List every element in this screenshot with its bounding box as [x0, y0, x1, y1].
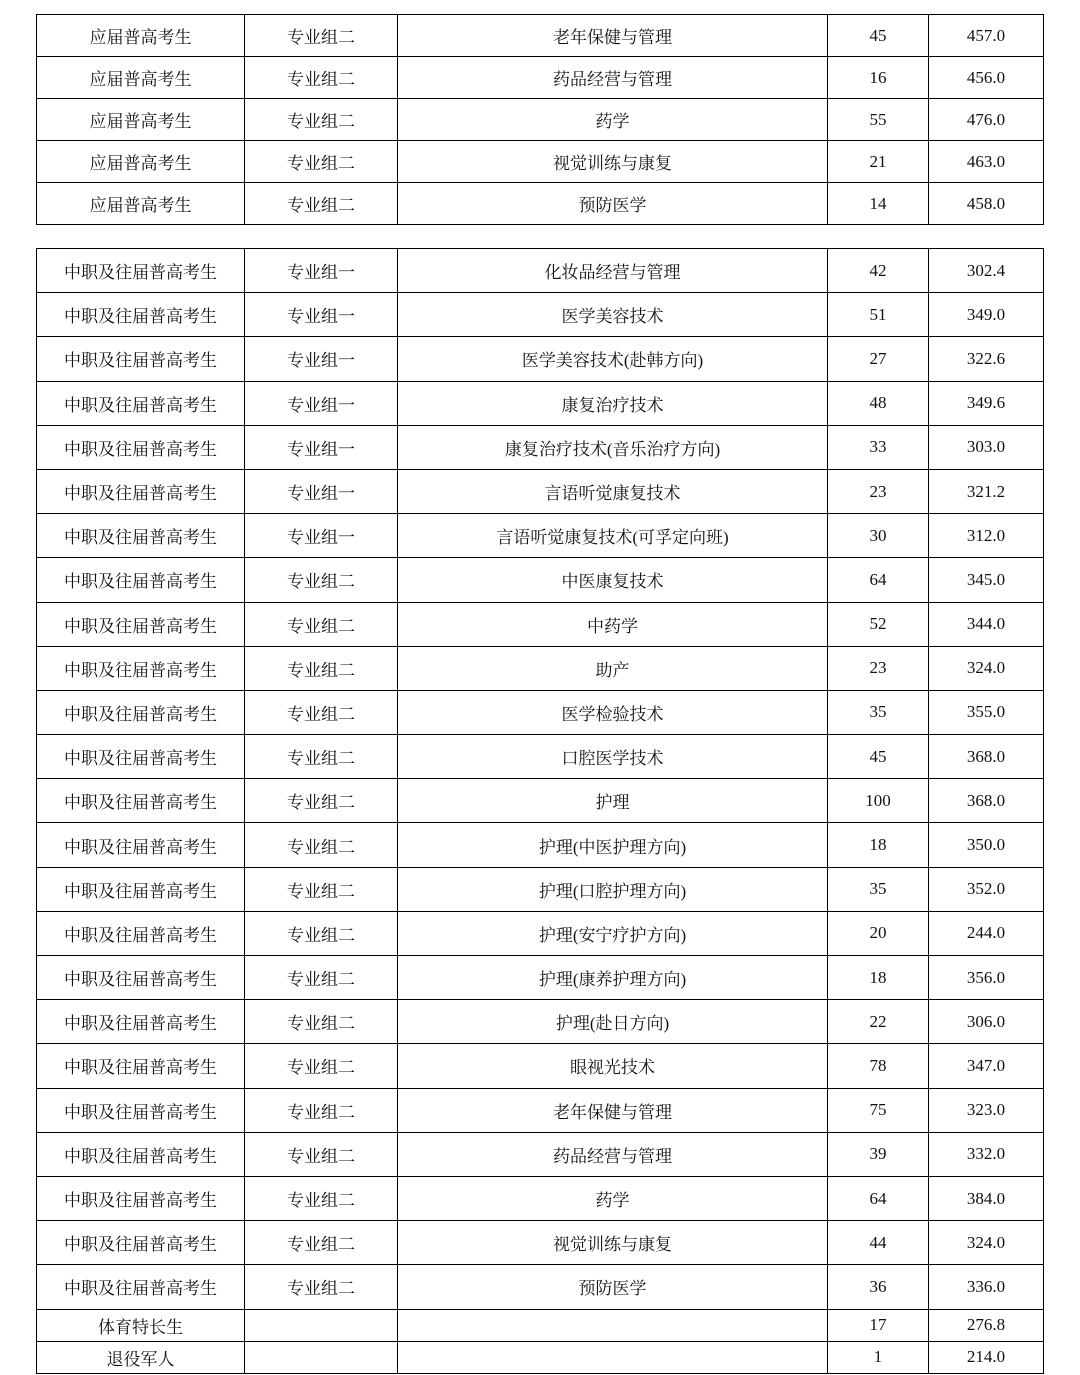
cell-count: 39	[828, 1132, 929, 1176]
cell-major: 视觉训练与康复	[398, 141, 828, 183]
cell-count: 30	[828, 514, 929, 558]
cell-score: 322.6	[929, 337, 1044, 381]
cell-major: 护理(康养护理方向)	[398, 956, 828, 1000]
cell-score: 323.0	[929, 1088, 1044, 1132]
cell-count: 36	[828, 1265, 929, 1309]
cell-group: 专业组二	[245, 911, 398, 955]
cell-major: 口腔医学技术	[398, 735, 828, 779]
cell-count: 27	[828, 337, 929, 381]
cell-count: 51	[828, 293, 929, 337]
cell-group: 专业组二	[245, 1132, 398, 1176]
document-page	[0, 14, 1080, 1375]
cell-major: 康复治疗技术	[398, 381, 828, 425]
cell-score: 384.0	[929, 1176, 1044, 1220]
cell-score: 312.0	[929, 514, 1044, 558]
cell-category: 应届普高考生	[37, 183, 245, 225]
table-row	[37, 1088, 1044, 1132]
cell-count: 45	[828, 735, 929, 779]
cell-count: 45	[828, 15, 929, 57]
cell-group: 专业组二	[245, 1000, 398, 1044]
cell-major	[398, 1309, 828, 1341]
cell-group: 专业组二	[245, 141, 398, 183]
cell-group: 专业组二	[245, 183, 398, 225]
cell-count: 35	[828, 690, 929, 734]
cell-group: 专业组二	[245, 867, 398, 911]
cell-score: 350.0	[929, 823, 1044, 867]
cell-count: 21	[828, 141, 929, 183]
cell-count: 18	[828, 956, 929, 1000]
cell-category: 应届普高考生	[37, 141, 245, 183]
table-row	[37, 1265, 1044, 1309]
cell-major: 中药学	[398, 602, 828, 646]
cell-group: 专业组二	[245, 1088, 398, 1132]
cell-count: 35	[828, 867, 929, 911]
cell-count: 1	[828, 1341, 929, 1373]
cell-category: 应届普高考生	[37, 57, 245, 99]
cell-category: 中职及往届普高考生	[37, 779, 245, 823]
cell-category: 中职及往届普高考生	[37, 1265, 245, 1309]
table-row	[37, 249, 1044, 293]
cell-category: 中职及往届普高考生	[37, 469, 245, 513]
cell-major: 言语听觉康复技术	[398, 469, 828, 513]
cell-score: 276.8	[929, 1309, 1044, 1341]
table-row	[37, 779, 1044, 823]
cell-score: 244.0	[929, 911, 1044, 955]
table-row	[37, 337, 1044, 381]
cell-group: 专业组二	[245, 1176, 398, 1220]
cell-major: 眼视光技术	[398, 1044, 828, 1088]
cell-score: 352.0	[929, 867, 1044, 911]
table-row	[37, 469, 1044, 513]
cell-major: 医学美容技术	[398, 293, 828, 337]
cell-major: 药学	[398, 1176, 828, 1220]
cell-major: 护理(安宁疗护方向)	[398, 911, 828, 955]
cell-score: 355.0	[929, 690, 1044, 734]
cell-major: 预防医学	[398, 183, 828, 225]
cell-category: 中职及往届普高考生	[37, 1000, 245, 1044]
cell-count: 52	[828, 602, 929, 646]
cell-group: 专业组一	[245, 249, 398, 293]
cell-category: 中职及往届普高考生	[37, 514, 245, 558]
cell-major: 医学美容技术(赴韩方向)	[398, 337, 828, 381]
cell-major: 护理(赴日方向)	[398, 1000, 828, 1044]
cell-group: 专业组二	[245, 1221, 398, 1265]
cell-category: 中职及往届普高考生	[37, 381, 245, 425]
cell-category: 中职及往届普高考生	[37, 293, 245, 337]
table-row	[37, 1221, 1044, 1265]
cell-count: 64	[828, 558, 929, 602]
table-row	[37, 1044, 1044, 1088]
cell-count: 55	[828, 99, 929, 141]
cell-count: 23	[828, 646, 929, 690]
table-row	[37, 381, 1044, 425]
cell-category: 体育特长生	[37, 1309, 245, 1341]
cell-category: 中职及往届普高考生	[37, 558, 245, 602]
cell-group: 专业组二	[245, 956, 398, 1000]
cell-count: 64	[828, 1176, 929, 1220]
cell-score: 332.0	[929, 1132, 1044, 1176]
cell-group: 专业组一	[245, 337, 398, 381]
cell-count: 78	[828, 1044, 929, 1088]
cell-score: 324.0	[929, 1221, 1044, 1265]
table-row	[37, 867, 1044, 911]
table-upper-body	[37, 15, 1044, 225]
cell-group: 专业组二	[245, 1265, 398, 1309]
cell-score: 368.0	[929, 779, 1044, 823]
cell-major: 视觉训练与康复	[398, 1221, 828, 1265]
cell-category: 中职及往届普高考生	[37, 1221, 245, 1265]
cell-category: 中职及往届普高考生	[37, 337, 245, 381]
cell-major: 药品经营与管理	[398, 57, 828, 99]
table-row	[37, 57, 1044, 99]
cell-category: 中职及往届普高考生	[37, 249, 245, 293]
table-row	[37, 911, 1044, 955]
cell-score: 368.0	[929, 735, 1044, 779]
cell-major: 药学	[398, 99, 828, 141]
cell-major	[398, 1341, 828, 1373]
cell-score: 214.0	[929, 1341, 1044, 1373]
cell-group: 专业组一	[245, 469, 398, 513]
cell-score: 321.2	[929, 469, 1044, 513]
cell-category: 中职及往届普高考生	[37, 956, 245, 1000]
cell-group	[245, 1309, 398, 1341]
table-row	[37, 141, 1044, 183]
cell-major: 护理	[398, 779, 828, 823]
table-row	[37, 646, 1044, 690]
cell-group: 专业组二	[245, 823, 398, 867]
cell-score: 302.4	[929, 249, 1044, 293]
score-table-lower	[36, 248, 1044, 1374]
cell-group: 专业组二	[245, 57, 398, 99]
cell-category: 中职及往届普高考生	[37, 1044, 245, 1088]
cell-count: 42	[828, 249, 929, 293]
cell-count: 48	[828, 381, 929, 425]
table-lower-body	[37, 249, 1044, 1374]
table-row	[37, 183, 1044, 225]
cell-group: 专业组二	[245, 646, 398, 690]
cell-score: 347.0	[929, 1044, 1044, 1088]
table-row	[37, 956, 1044, 1000]
cell-group: 专业组一	[245, 514, 398, 558]
cell-category: 应届普高考生	[37, 99, 245, 141]
table-row	[37, 558, 1044, 602]
cell-major: 预防医学	[398, 1265, 828, 1309]
cell-category: 中职及往届普高考生	[37, 646, 245, 690]
cell-major: 护理(中医护理方向)	[398, 823, 828, 867]
table-row	[37, 823, 1044, 867]
cell-major: 康复治疗技术(音乐治疗方向)	[398, 425, 828, 469]
cell-major: 护理(口腔护理方向)	[398, 867, 828, 911]
cell-group: 专业组二	[245, 15, 398, 57]
cell-category: 中职及往届普高考生	[37, 735, 245, 779]
cell-group: 专业组二	[245, 558, 398, 602]
cell-category: 中职及往届普高考生	[37, 867, 245, 911]
cell-count: 23	[828, 469, 929, 513]
cell-count: 16	[828, 57, 929, 99]
table-row	[37, 1309, 1044, 1341]
cell-category: 应届普高考生	[37, 15, 245, 57]
table-row	[37, 1132, 1044, 1176]
cell-category: 中职及往届普高考生	[37, 1132, 245, 1176]
cell-score: 476.0	[929, 99, 1044, 141]
cell-group: 专业组二	[245, 735, 398, 779]
cell-group: 专业组二	[245, 99, 398, 141]
table-separator	[0, 225, 1080, 248]
cell-category: 退役军人	[37, 1341, 245, 1373]
cell-count: 75	[828, 1088, 929, 1132]
table-row	[37, 735, 1044, 779]
cell-score: 344.0	[929, 602, 1044, 646]
cell-major: 老年保健与管理	[398, 1088, 828, 1132]
cell-group: 专业组二	[245, 690, 398, 734]
cell-score: 349.0	[929, 293, 1044, 337]
cell-group: 专业组二	[245, 1044, 398, 1088]
cell-score: 349.6	[929, 381, 1044, 425]
cell-count: 22	[828, 1000, 929, 1044]
cell-count: 44	[828, 1221, 929, 1265]
cell-major: 助产	[398, 646, 828, 690]
cell-group: 专业组一	[245, 293, 398, 337]
cell-score: 458.0	[929, 183, 1044, 225]
table-row	[37, 293, 1044, 337]
cell-major: 老年保健与管理	[398, 15, 828, 57]
cell-group	[245, 1341, 398, 1373]
cell-count: 17	[828, 1309, 929, 1341]
cell-count: 100	[828, 779, 929, 823]
cell-score: 303.0	[929, 425, 1044, 469]
cell-score: 457.0	[929, 15, 1044, 57]
table-row	[37, 99, 1044, 141]
cell-group: 专业组二	[245, 602, 398, 646]
table-row	[37, 602, 1044, 646]
cell-major: 药品经营与管理	[398, 1132, 828, 1176]
cell-category: 中职及往届普高考生	[37, 911, 245, 955]
score-table-upper	[36, 14, 1044, 225]
cell-count: 20	[828, 911, 929, 955]
cell-category: 中职及往届普高考生	[37, 690, 245, 734]
cell-score: 356.0	[929, 956, 1044, 1000]
cell-group: 专业组一	[245, 381, 398, 425]
cell-major: 言语听觉康复技术(可孚定向班)	[398, 514, 828, 558]
cell-score: 463.0	[929, 141, 1044, 183]
cell-count: 18	[828, 823, 929, 867]
table-row	[37, 1176, 1044, 1220]
cell-group: 专业组二	[245, 779, 398, 823]
cell-category: 中职及往届普高考生	[37, 1176, 245, 1220]
table-row	[37, 15, 1044, 57]
cell-score: 336.0	[929, 1265, 1044, 1309]
cell-category: 中职及往届普高考生	[37, 1088, 245, 1132]
table-row	[37, 514, 1044, 558]
cell-score: 324.0	[929, 646, 1044, 690]
table-row	[37, 690, 1044, 734]
cell-score: 306.0	[929, 1000, 1044, 1044]
cell-major: 中医康复技术	[398, 558, 828, 602]
cell-category: 中职及往届普高考生	[37, 823, 245, 867]
cell-count: 33	[828, 425, 929, 469]
cell-category: 中职及往届普高考生	[37, 602, 245, 646]
table-row	[37, 425, 1044, 469]
cell-score: 456.0	[929, 57, 1044, 99]
table-row	[37, 1000, 1044, 1044]
cell-count: 14	[828, 183, 929, 225]
cell-score: 345.0	[929, 558, 1044, 602]
cell-major: 化妆品经营与管理	[398, 249, 828, 293]
table-row	[37, 1341, 1044, 1373]
cell-group: 专业组一	[245, 425, 398, 469]
cell-major: 医学检验技术	[398, 690, 828, 734]
cell-category: 中职及往届普高考生	[37, 425, 245, 469]
